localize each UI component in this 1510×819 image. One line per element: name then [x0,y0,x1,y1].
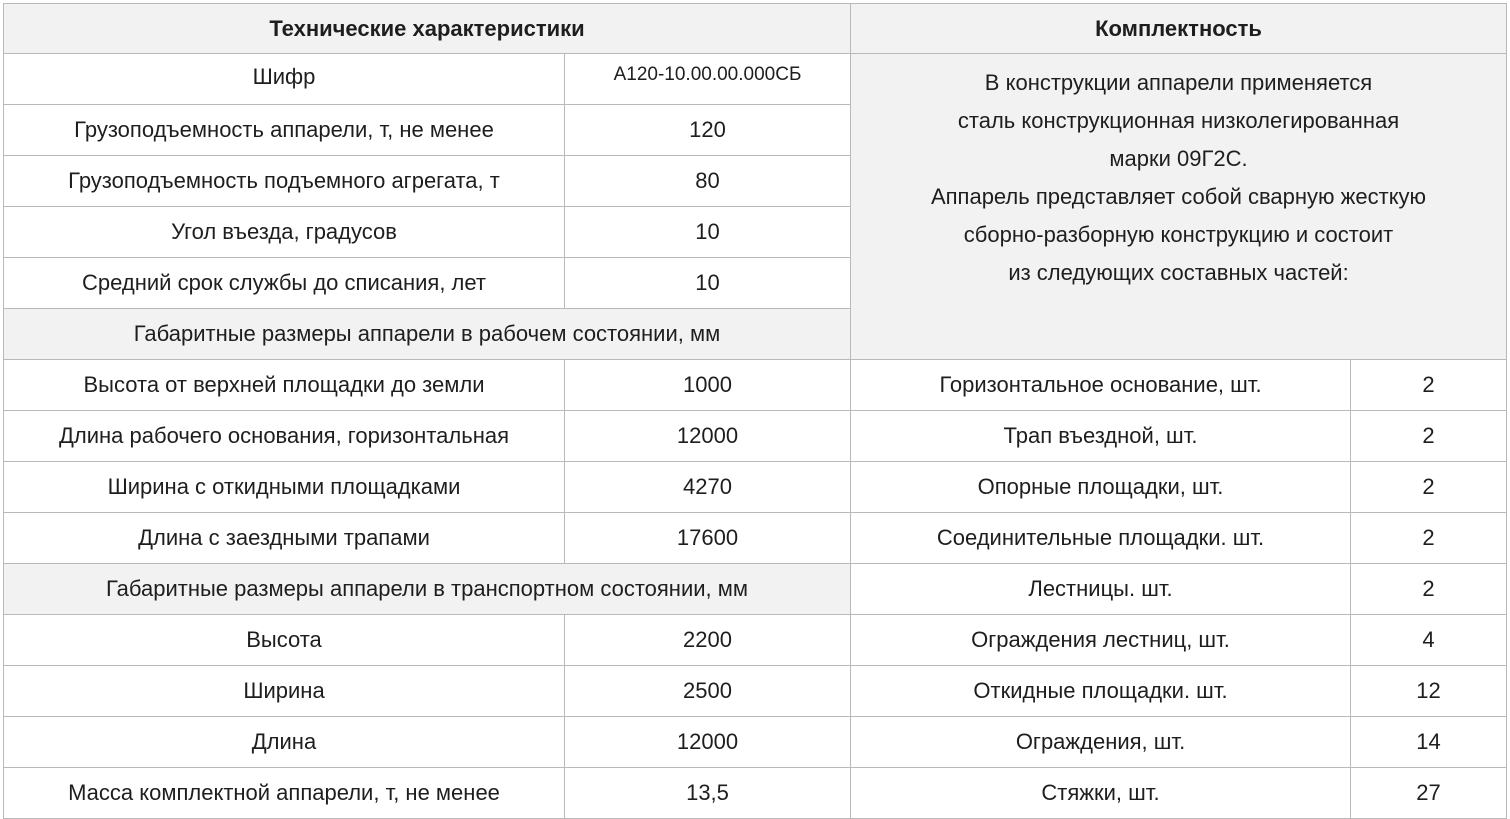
component-qty: 14 [1351,717,1507,768]
spec-value: 2500 [565,666,851,717]
tech-specs-header: Технические характеристики [4,4,851,54]
component-qty: 2 [1351,360,1507,411]
component-name: Соединительные площадки. шт. [851,513,1351,564]
spec-value: 1000 [565,360,851,411]
spec-label: Длина [4,717,565,768]
spec-label: Ширина [4,666,565,717]
spec-value: А120-10.00.00.000СБ [565,54,851,105]
table-row [4,717,1507,768]
spec-label: Грузоподъемность аппарели, т, не менее [4,105,565,156]
spec-value: 10 [565,258,851,309]
section-working-dimensions: Габаритные размеры аппарели в рабочем состоянии, мм [4,309,851,360]
component-name: Стяжки, шт. [851,768,1351,819]
description-line: В конструкции аппарели применяется [984,70,1373,95]
spec-label: Шифр [4,54,565,105]
spec-sheet [3,3,1506,807]
spec-table [3,3,1507,819]
description-line: Аппарель представляет собой сварную жесткую [930,184,1427,209]
description-line: марки 09Г2С. [1109,146,1248,171]
component-name: Горизонтальное основание, шт. [851,360,1351,411]
construction-description [851,54,1507,360]
description-line: сборно-разборную конструкцию и состоит [963,222,1394,247]
table-row [4,768,1507,819]
spec-label: Угол въезда, градусов [4,207,565,258]
table-row [4,54,1507,105]
component-name: Трап въездной, шт. [851,411,1351,462]
spec-label: Средний срок службы до списания, лет [4,258,565,309]
component-qty: 27 [1351,768,1507,819]
spec-value: 10 [565,207,851,258]
spec-value: 4270 [565,462,851,513]
table-row [4,564,1507,615]
component-qty: 4 [1351,615,1507,666]
component-qty: 2 [1351,513,1507,564]
header-row [4,4,1507,54]
component-name: Откидные площадки. шт. [851,666,1351,717]
component-name: Опорные площадки, шт. [851,462,1351,513]
spec-label: Длина рабочего основания, горизонтальная [4,411,565,462]
table-row [4,360,1507,411]
table-row [4,462,1507,513]
section-transport-dimensions: Габаритные размеры аппарели в транспортном состоянии, мм [4,564,851,615]
table-row [4,513,1507,564]
component-qty: 2 [1351,411,1507,462]
spec-value: 12000 [565,411,851,462]
spec-value: 2200 [565,615,851,666]
spec-label: Высота от верхней площадки до земли [4,360,565,411]
component-name: Лестницы. шт. [851,564,1351,615]
component-qty: 2 [1351,564,1507,615]
table-row [4,666,1507,717]
spec-value: 12000 [565,717,851,768]
spec-label: Высота [4,615,565,666]
component-qty: 12 [1351,666,1507,717]
table-row [4,411,1507,462]
component-name: Ограждения, шт. [851,717,1351,768]
spec-value: 80 [565,156,851,207]
completeness-header: Комплектность [851,4,1507,54]
spec-value: 17600 [565,513,851,564]
spec-label: Ширина с откидными площадками [4,462,565,513]
spec-value: 13,5 [565,768,851,819]
component-name: Ограждения лестниц, шт. [851,615,1351,666]
spec-label: Грузоподъемность подъемного агрегата, т [4,156,565,207]
spec-label: Масса комплектной аппарели, т, не менее [4,768,565,819]
description-line: из следующих составных частей: [1008,260,1349,285]
description-line: сталь конструкционная низколегированная [957,108,1400,133]
spec-value: 120 [565,105,851,156]
component-qty: 2 [1351,462,1507,513]
spec-label: Длина с заездными трапами [4,513,565,564]
table-row [4,615,1507,666]
